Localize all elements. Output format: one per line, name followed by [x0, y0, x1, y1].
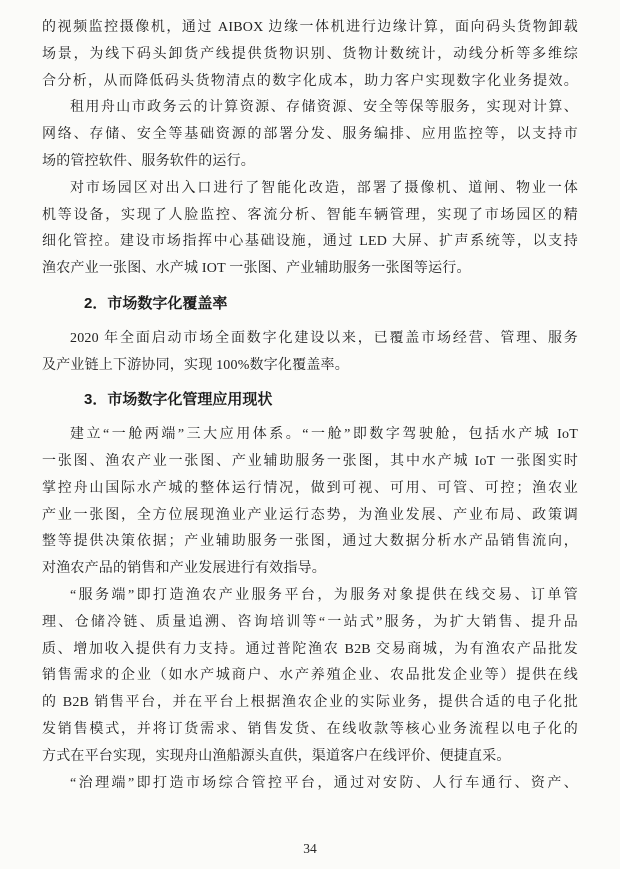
text-line: 方式在平台实现，实现舟山渔船源头直供，渠道客户在线评价、便捷直采。	[42, 748, 511, 764]
text-line: 场景，为线下码头卸货产线提供货物识别、货物计数统计，动线分析等多维综	[42, 46, 578, 62]
text-line: 2020 年全面启动市场全面数字化建设以来，已覆盖市场经营、管理、服务	[70, 330, 578, 346]
text-line: 细化管控。建设市场指挥中心基础设施，通过 LED 大屏、扩声系统等，以支持	[42, 234, 578, 250]
heading-digital-coverage: 2．市场数字化覆盖率	[84, 294, 228, 312]
text-line: 一张图、渔农产业一张图、产业辅助服务一张图，其中水产城 IoT 一张图实时	[42, 453, 578, 469]
text-line: 对渔农产品的销售和产业发展进行有效指导。	[42, 561, 326, 577]
text-line: 网络、存储、安全等基础资源的部署分发、服务编排、应用监控等，以支持市	[42, 127, 578, 143]
document-body	[42, 15, 578, 797]
text-line: “服务端”即打造渔农产业服务平台，为服务对象提供在线交易、订单管	[70, 587, 578, 603]
para-park-smart-upgrade	[42, 176, 578, 283]
text-line: 合分析，从而降低码头货物清点的数字化成本，助力客户实现数字化业务提效。	[42, 73, 578, 89]
para-government-cloud	[42, 95, 578, 175]
heading-management-status: 3．市场数字化管理应用现状	[84, 391, 273, 409]
text-line: 发销售模式，并将订货需求、销售发货、在线收款等核心业务流程以电子化的	[42, 721, 578, 737]
text-line: 掌控舟山国际水产城的整体运行情况，做到可视、可用、可管、可控；渔农业	[42, 480, 578, 496]
text-line: 渔农产业一张图、水产城 IOT 一张图、产业辅助服务一张图等运行。	[42, 261, 471, 277]
text-line: 的视频监控摄像机，通过 AIBOX 边缘一体机进行边缘计算，面向码头货物卸载	[42, 20, 578, 35]
text-line: 理、仓储冷链、质量追溯、咨询培训等“一站式”服务，为扩大销售、提升品	[42, 614, 578, 630]
text-line: 的 B2B 销售平台，并在平台上根据渔农企业的实际业务，提供合适的电子化批	[42, 695, 578, 711]
para-governance-side	[42, 771, 578, 798]
para-cockpit-apps	[42, 422, 578, 583]
page-number: 34	[303, 841, 317, 856]
text-line: 整等提供决策依据；产业辅助服务一张图，通过大数据分析水产品销售流向，	[42, 534, 578, 550]
text-line: 租用舟山市政务云的计算资源、存储资源、安全等保等服务，实现对计算、	[70, 100, 578, 116]
text-line: 质、增加收入提供有力支持。通过普陀渔农 B2B 交易商城，为有渔农产品批发	[42, 641, 578, 657]
text-line: 机等设备，实现了人脸监控、客流分析、智能车辆管理，实现了市场园区的精	[42, 207, 578, 223]
text-line: 产业一张图，全方位展现渔业产业运行态势，为渔业发展、产业布局、政策调	[42, 507, 578, 523]
text-line: 及产业链上下游协同，实现 100%数字化覆盖率。	[42, 357, 349, 373]
para-service-side	[42, 583, 578, 771]
para-aibox-edge-computing	[42, 15, 578, 95]
text-line: 对市场园区对出入口进行了智能化改造，部署了摄像机、道闸、物业一体	[70, 180, 578, 196]
text-line: 场的管控软件、服务软件的运行。	[42, 153, 255, 169]
text-line: 销售需求的企业（如水产城商户、水产养殖企业、农品批发企业等）提供在线	[42, 668, 578, 684]
para-coverage-rate	[42, 326, 578, 380]
text-line: 建立“一舱两端”三大应用体系。“一舱”即数字驾驶舱，包括水产城 IoT	[70, 427, 578, 443]
text-line: “治理端”即打造市场综合管控平台，通过对安防、人行车通行、资产、	[70, 775, 578, 791]
